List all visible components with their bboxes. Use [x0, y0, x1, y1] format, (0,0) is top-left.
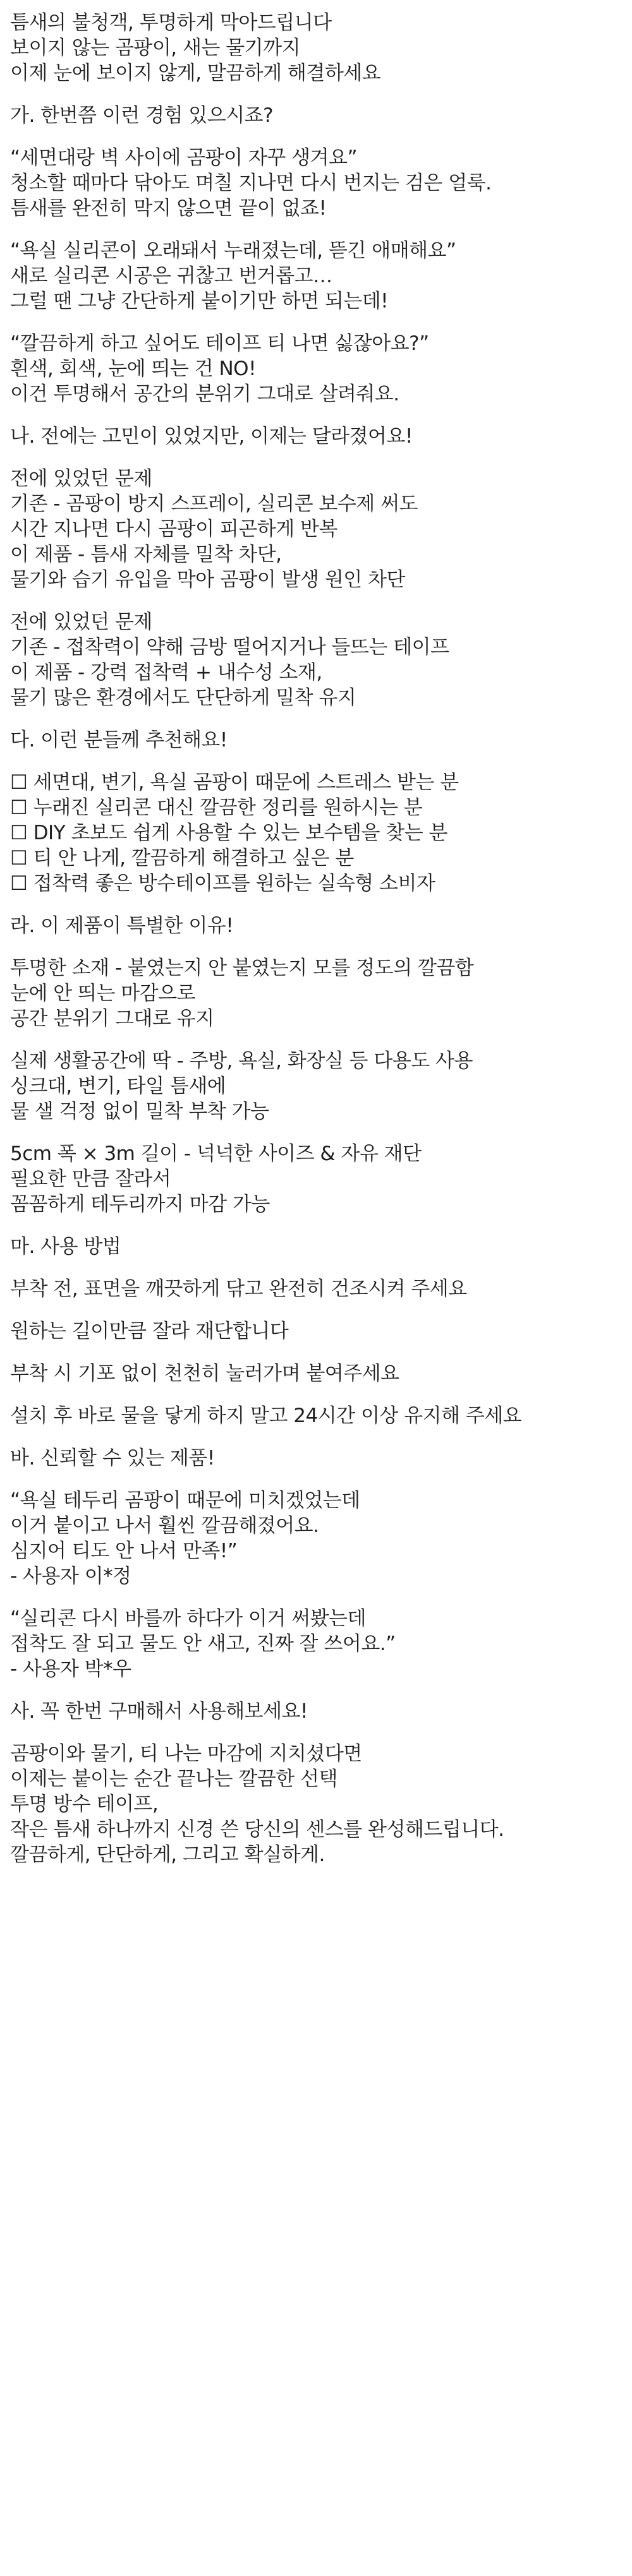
usage-step: 부착 전, 표면을 깨끗하게 닦고 완전히 건조시켜 주세요: [10, 1278, 467, 1300]
usage-step: 부착 시 기포 없이 천천히 눌러가며 붙여주세요: [10, 1362, 399, 1385]
text-line: “깔끔하게 하고 싶어도 테이프 티 나면 싫잖아요?”: [10, 332, 429, 355]
usage-step: 설치 후 바로 물을 닿게 하지 말고 24시간 이상 유지해 주세요: [10, 1405, 522, 1427]
section-heading: 가. 한번쯤 이런 경험 있으시죠?: [10, 104, 274, 127]
text-line: 이 제품 - 강력 접착력 + 내수성 소재,: [10, 661, 322, 684]
text-line: 투명한 소재 - 붙였는지 안 붙였는지 모를 정도의 깔끔함: [10, 957, 474, 979]
review-text: 심지어 티도 안 나서 만족!”: [10, 1540, 238, 1562]
subheading-problem: 전에 있었던 문제: [10, 467, 152, 490]
section-heading: 다. 이런 분들께 추천해요!: [10, 729, 228, 752]
headline-line: 틈새의 불청객, 투명하게 막아드립니다: [10, 11, 332, 34]
section-heading: 마. 사용 방법: [10, 1235, 121, 1258]
text-line: 보이지 않는 곰팡이, 새는 물기까지: [10, 37, 301, 59]
checklist-item: ☐ 티 안 나게, 깔끔하게 해결하고 싶은 분: [10, 847, 354, 870]
text-line: 틈새를 완전히 막지 않으면 끝이 없죠!: [10, 197, 327, 220]
text-line: 이 제품 - 틈새 자체를 밀착 차단,: [10, 543, 282, 566]
closing-text: 이제는 붙이는 순간 끝나는 깔끔한 선택: [10, 1768, 337, 1790]
closing-text: 투명 방수 테이프,: [10, 1793, 159, 1816]
text-line: 필요한 만큼 잘라서: [10, 1168, 171, 1190]
checklist-item: ☐ 누래진 실리콘 대신 깔끔한 정리를 원하시는 분: [10, 796, 423, 819]
text-line: 물기 많은 환경에서도 단단하게 밀착 유지: [10, 686, 356, 709]
text-line: 5cm 폭 × 3m 길이 - 넉넉한 사이즈 & 자유 재단: [10, 1142, 422, 1165]
checklist-item: ☐ 세면대, 변기, 욕실 곰팡이 때문에 스트레스 받는 분: [10, 771, 459, 794]
text-line: 눈에 안 띄는 마감으로: [10, 982, 196, 1005]
text-line: 물 샐 걱정 없이 밀착 부착 가능: [10, 1100, 269, 1123]
text-line: 시간 지나면 다시 곰팡이 피곤하게 반복: [10, 518, 337, 541]
text-line: 물기와 습기 유입을 막아 곰팡이 발생 원인 차단: [10, 568, 405, 591]
closing-text: 곰팡이와 물기, 티 나는 마감에 지치셨다면: [10, 1742, 362, 1765]
text-line: 실제 생활공간에 딱 - 주방, 욕실, 화장실 등 다용도 사용: [10, 1050, 473, 1072]
text-line: 꼼꼼하게 테두리까지 마감 가능: [10, 1193, 270, 1216]
text-line: 이건 투명해서 공간의 분위기 그대로 살려줘요.: [10, 383, 399, 405]
text-line: 청소할 때마다 닦아도 며칠 지나면 다시 번지는 검은 얼룩.: [10, 172, 492, 195]
subheading-problem: 전에 있었던 문제: [10, 611, 152, 633]
text-line: 그럴 땐 그냥 간단하게 붙이기만 하면 되는데!: [10, 290, 389, 313]
text-line: 기존 - 곰팡이 방지 스프레이, 실리콘 보수제 써도: [10, 493, 418, 515]
closing-text: 깔끔하게, 단단하게, 그리고 확실하게.: [10, 1843, 325, 1866]
text-line: 이제 눈에 보이지 않게, 말끔하게 해결하세요: [10, 62, 381, 85]
review-text: - 사용자 이*정: [10, 1565, 131, 1588]
checklist-item: ☐ DIY 초보도 쉽게 사용할 수 있는 보수템을 찾는 분: [10, 822, 447, 844]
section-heading: 나. 전에는 고민이 있었지만, 이제는 달라졌어요!: [10, 425, 413, 448]
checklist-item: ☐ 접착력 좋은 방수테이프를 원하는 실속형 소비자: [10, 872, 435, 895]
review-text: 접착도 잘 되고 물도 안 새고, 진짜 잘 쓰어요.”: [10, 1632, 396, 1655]
text-line: 흰색, 회색, 눈에 띄는 건 NO!: [10, 357, 257, 380]
review-text: “실리콘 다시 바를까 하다가 이거 써봤는데: [10, 1607, 366, 1630]
text-line: “세면대랑 벽 사이에 곰팡이 자꾸 생겨요”: [10, 147, 358, 169]
closing-text: 작은 틈새 하나까지 신경 쓴 당신의 센스를 완성해드립니다.: [10, 1818, 504, 1841]
text-line: 공간 분위기 그대로 유지: [10, 1007, 214, 1030]
usage-step: 원하는 길이만큼 잘라 재단합니다: [10, 1320, 289, 1343]
review-text: 이거 붙이고 나서 훨씬 깔끔해졌어요.: [10, 1514, 319, 1537]
text-line: “욕실 실리콘이 오래돼서 누래졌는데, 뜯긴 애매해요”: [10, 239, 456, 262]
text-line: 싱크대, 변기, 타일 틈새에: [10, 1075, 226, 1098]
text-line: 기존 - 접착력이 약해 금방 떨어지거나 들뜨는 테이프: [10, 636, 449, 659]
section-heading: 라. 이 제품이 특별한 이유!: [10, 914, 234, 937]
section-heading: 바. 신뢰할 수 있는 제품!: [10, 1447, 215, 1470]
review-text: - 사용자 박*우: [10, 1658, 131, 1680]
review-text: “욕실 테두리 곰팡이 때문에 미치겠었는데: [10, 1489, 360, 1512]
text-line: 새로 실리콘 시공은 귀찮고 번거롭고…: [10, 265, 332, 287]
section-heading: 사. 꼭 한번 구매해서 사용해보세요!: [10, 1700, 308, 1723]
